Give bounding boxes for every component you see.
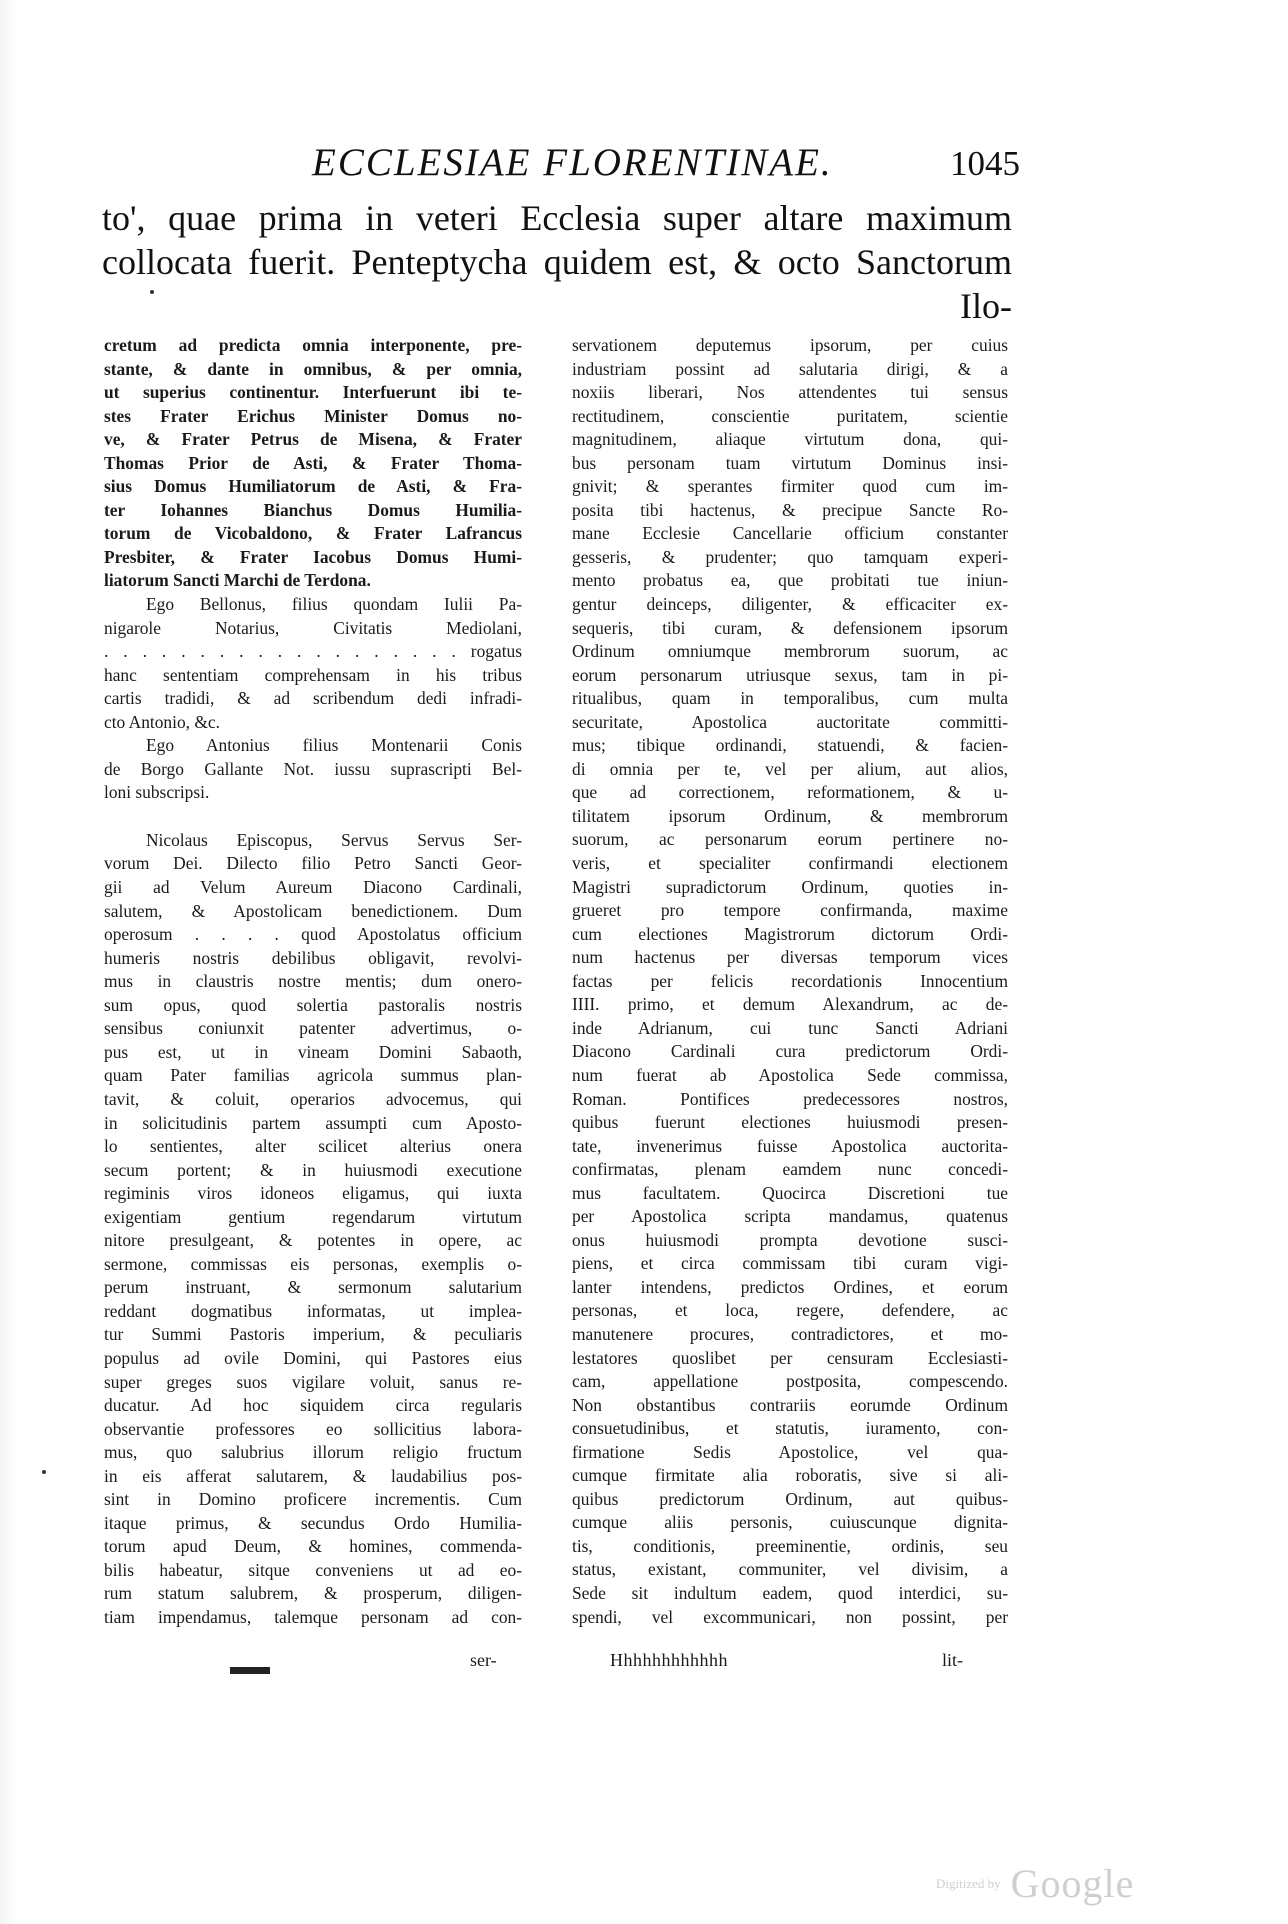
text-line: . . . . . . . . . . . . . . . . . . . rogatus [104,641,522,662]
text-line: eorum personarum utriusque sexus, tam in pi- [572,664,1008,685]
text-line: reddant dogmatibus informatas, ut implea- [104,1300,522,1321]
text-line: consuetudinibus, et statutis, iuramento, con- [572,1418,1008,1439]
text-line: Ego Bellonus, filius quondam Iulii Pa- [146,594,522,615]
text-line: nigarole Notarius, Civitatis Mediolani, [104,617,522,638]
left-paragraph-4 [104,829,522,1630]
text-line: loni subscripsi. [104,782,210,803]
left-column [104,334,522,1630]
printer-mark-glyph [230,1667,270,1674]
text-line: cartis tradidi, & ad scribendum dedi infradi- [104,688,522,709]
watermark-brand: Google [1010,1861,1135,1906]
text-line: Presbiter, & Frater Iacobus Domus Humi- [104,546,522,567]
text-line: cumque firmitate alia roboratis, sive si ali- [572,1465,1008,1486]
left-paragraph-2 [104,593,522,734]
text-line: Ego Antonius filius Montenarii Conis [146,735,522,756]
text-line: Non obstantibus contrariis eorumde Ordinum [572,1394,1008,1415]
text-line: rum statum salubrem, & prosperum, diligen- [104,1583,522,1604]
text-line: cam, appellatione postposita, compescendo. [572,1371,1008,1392]
text-line: mus in claustris nostre mentis; dum onero- [104,971,522,992]
text-line: rectitudinem, conscientie puritatem, scientie [572,405,1008,426]
text-line: regiminis viros idoneos eligamus, qui iuxta [104,1183,522,1204]
text-line: Ordinum omniumque membrorum suorum, ac [572,641,1008,662]
text-line: veris, et specialiter confirmandi electionem [572,853,1008,874]
text-line: tur Summi Pastoris imperium, & peculiaris [104,1324,522,1345]
text-line: ve, & Frater Petrus de Misena, & Frater [104,429,522,450]
text-line: ut superius continentur. Interfuerunt ibi te- [104,382,522,403]
running-title: ECCLESIAE FLORENTINAE. [312,141,833,184]
text-line: in eis afferat salutarem, & laudabilius pos- [104,1465,522,1486]
text-line: tavit, & coluit, operarios advocemus, qui [104,1088,522,1109]
text-line: humeris nostris debilibus obligavit, revolvi- [104,947,522,968]
text-line: industriam possint ad salutaria dirigi, & a [572,358,1008,379]
text-line: sint in Domino proficere incrementis. Cum [104,1489,522,1510]
text-line: cumque aliis personis, cuiuscunque dignita- [572,1512,1008,1533]
text-line: lanter intendens, predictos Ordines, et eorum [572,1276,1008,1297]
left-paragraph-1 [104,334,522,593]
text-line: magnitudinem, aliaque virtutum dona, qui- [572,429,1008,450]
text-line: confirmatas, plenam eamdem nunc concedi- [572,1159,1008,1180]
text-line: onus huiusmodi prompta devotione susci- [572,1229,1008,1250]
text-line: gentur deinceps, diligenter, & efficaciter ex- [572,594,1008,615]
text-line: inde Adrianum, cui tunc Sancti Adriani [572,1017,1008,1038]
text-line: factas per felicis recordationis Innocentium [572,970,1008,991]
text-line: IIII. primo, et demum Alexandrum, ac de- [572,994,1008,1015]
text-line: cto Antonio, &c. [104,711,220,732]
text-line: mento probatus ea, que probitati tue iniun- [572,570,1008,591]
text-line: cum electiones Magistrorum dictorum Ordi- [572,923,1008,944]
text-line: piens, et circa commissam tibi curam vigi- [572,1253,1008,1274]
text-line: tis, conditionis, preeminentie, ordinis, seu [572,1535,1008,1556]
text-line: itaque primus, & secundus Ordo Humilia- [104,1512,522,1533]
text-line: gnivit; & sperantes firmiter quod cum im- [572,476,1008,497]
text-line: Sede sit indultum eadem, quod interdici, su- [572,1582,1008,1603]
text-line: secum portent; & in huiusmodi executione [104,1159,522,1180]
lead-catchword: Ilo- [960,286,1012,326]
digitized-watermark [936,1860,1134,1907]
text-line: tilitatem ipsorum Ordinum, & membrorum [572,805,1008,826]
left-paragraph-3 [104,734,522,805]
text-line: mane Ecclesie Cancellarie officium constanter [572,523,1008,544]
text-line: liatorum Sancti Marchi de Terdona. [104,570,371,591]
left-catchword: ser- [470,1650,497,1670]
text-line: ter Iohannes Bianchus Domus Humilia- [104,499,522,520]
text-line: pus est, ut in vineam Domini Sabaoth, [104,1041,522,1062]
text-line: nitore presulgeant, & potentes in opere, ac [104,1230,522,1251]
text-line: tiam impendamus, talemque personam ad con- [104,1606,522,1627]
text-line: ritualibus, quam in temporalibus, cum multa [572,688,1008,709]
text-line: quibus fuerunt electiones huiusmodi presen- [572,1112,1008,1133]
text-line: quibus predictorum Ordinum, aut quibus- [572,1488,1008,1509]
running-head [312,140,1032,192]
text-line: num fuerat ab Apostolica Sede commissa, [572,1064,1008,1085]
watermark-prefix: Digitized by [936,1875,1001,1891]
text-line: in solicitudinis partem assumpti cum Aposto- [104,1112,522,1133]
text-line: cretum ad predicta omnia interponente, pre- [104,335,522,355]
text-line: Nicolaus Episcopus, Servus Servus Ser- [146,829,522,850]
text-line: bus personam tuam virtutum Dominus insi- [572,452,1008,473]
printer-mark [230,1664,280,1676]
text-line: Magistri supradictorum Ordinum, quoties in- [572,876,1008,897]
text-line: lo sentientes, alter scilicet alterius onera [104,1136,522,1157]
text-line: Thomas Prior de Asti, & Frater Thoma- [104,452,522,473]
text-line: super greges suos vigilare voluit, sanus re- [104,1371,522,1392]
text-line: gesseris, & prudenter; quo tamquam experi- [572,546,1008,567]
text-line: exigentiam gentium regendarum virtutum [104,1206,522,1227]
text-line: posita tibi hactenus, & precipue Sancte Ro- [572,499,1008,520]
text-line: lestatores quoslibet per censuram Ecclesiasti- [572,1347,1008,1368]
right-catchword: lit- [942,1650,963,1670]
right-column [572,334,1008,1629]
text-line: bilis habeatur, sitque conveniens ut ad eo- [104,1559,522,1580]
text-line: gii ad Velum Aureum Diacono Cardinali, [104,877,522,898]
text-line: suorum, ac personarum eorum pertinere no- [572,829,1008,850]
scan-edge-shadow [0,0,18,1924]
text-line: noxiis liberari, Nos attendentes tui sensus [572,382,1008,403]
text-line: observantie professores eo sollicitius labora- [104,1418,522,1439]
text-line: di omnia per te, vel per alium, aut alios, [572,758,1008,779]
page-number: 1045 [950,144,1020,183]
text-line: sius Domus Humiliatorum de Asti, & Fra- [104,476,522,497]
text-line: torum apud Deum, & homines, commenda- [104,1536,522,1557]
text-line: stante, & dante in omnibus, & per omnia, [104,358,522,379]
text-line: populus ad ovile Domini, qui Pastores eius [104,1347,522,1368]
text-line: sermone, commissas eis personas, exemplis o- [104,1253,522,1274]
signature-mark: Hhhhhhhhhhhh [610,1650,728,1670]
text-line: salutem, & Apostolicam benedictionem. Dum [104,900,522,921]
text-line: tate, invenerimus fuisse Apostolica auctorita- [572,1135,1008,1156]
text-line: spendi, vel excommunicari, non possint, per [572,1606,1008,1627]
text-line: mus facultatem. Quocirca Discretioni tue [572,1182,1008,1203]
text-line: mus; tibique ordinandi, statuendi, & facien- [572,735,1008,756]
text-line: per Apostolica scripta mandamus, quatenus [572,1206,1008,1227]
ink-speck [150,290,154,294]
text-line: torum de Vicobaldono, & Frater Lafrancus [104,523,522,544]
paragraph-gap [104,805,522,829]
text-line: ducatur. Ad hoc siquidem circa regularis [104,1395,522,1416]
text-line: Roman. Pontifices predecessores nostros, [572,1088,1008,1109]
text-line: perum instruant, & sermonum salutarium [104,1277,522,1298]
text-line: sum opus, quod solertia pastoralis nostris [104,994,522,1015]
lead-line: to', quae prima in veteri Ecclesia super altare maximum [102,198,1012,238]
text-line: quam Pater familias agricola summus plan- [104,1065,522,1086]
text-line: manutenere procures, contradictores, et mo- [572,1323,1008,1344]
text-line: operosum . . . . quod Apostolatus officium [104,924,522,945]
lead-paragraph [102,196,1012,328]
text-line: num hactenus per diversas temporum vices [572,947,1008,968]
text-line: de Borgo Gallante Not. iussu suprascripti Bel- [104,758,522,779]
text-line: stes Frater Erichus Minister Domus no- [104,405,522,426]
text-line: securitate, Apostolica auctoritate committi- [572,711,1008,732]
text-line: vorum Dei. Dilecto filio Petro Sancti Geor- [104,853,522,874]
text-line: sensibus coniunxit patenter advertimus, o- [104,1018,522,1039]
text-line: que ad correctionem, reformationem, & u- [572,782,1008,803]
lead-line: collocata fuerit. Penteptycha quidem est, & octo Sanctorum [102,242,1012,282]
text-line: mus, quo salubrius illorum religio fructum [104,1442,522,1463]
text-line: status, existant, communiter, vel divisim, a [572,1559,1008,1580]
text-line: Diacono Cardinali cura predictorum Ordi- [572,1041,1008,1062]
text-line: hanc sententiam comprehensam in his tribus [104,664,522,685]
text-line: firmatione Sedis Apostolice, vel qua- [572,1441,1008,1462]
text-line: sequeris, tibi curam, & defensionem ipsorum [572,617,1008,638]
text-line: servationem deputemus ipsorum, per cuius [572,335,1008,355]
text-line: personas, et loca, regere, defendere, ac [572,1300,1008,1321]
ink-speck [42,1470,46,1474]
text-line: grueret pro tempore confirmanda, maxime [572,900,1008,921]
